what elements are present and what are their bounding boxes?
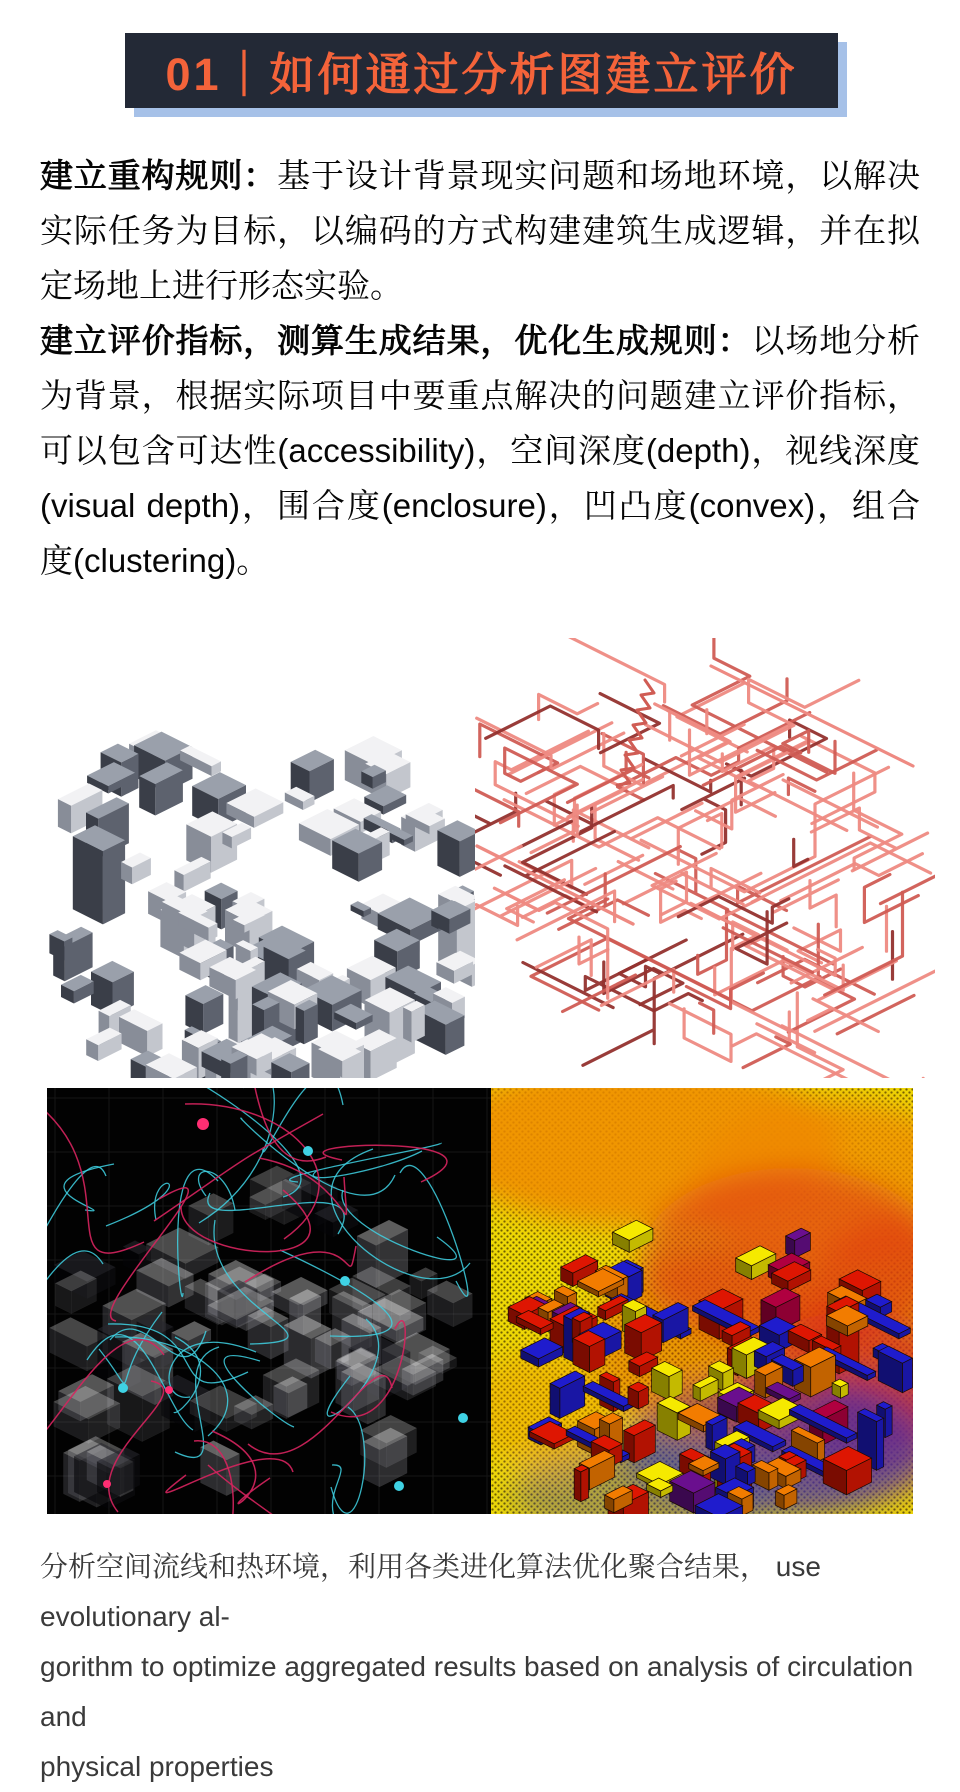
section-title-banner — [125, 33, 838, 108]
paragraph-lead: 建立评价指标，测算生成结果，优化生成规则： — [40, 322, 752, 359]
figure-bottom-row — [47, 1088, 960, 1514]
paragraph-reconstruction-rules — [40, 148, 920, 313]
paragraph-lead: 建立重构规则： — [40, 157, 278, 194]
body-text — [40, 148, 920, 588]
massing-model-figure — [45, 638, 475, 1078]
caption-line-2: gorithm to optimize aggregated results based on analysis of circulation and — [40, 1651, 914, 1732]
thermal-analysis-figure — [491, 1088, 913, 1514]
caption-line-3: physical properties — [40, 1751, 274, 1782]
paragraph-body: 基于设计背景现实问题和场地环境，以解决实际任务为目标，以编码的方式构建建筑生成逻辑，并在拟定场地上进行形态实验。 — [40, 157, 921, 304]
figure-top-row — [45, 638, 960, 1078]
figure-caption — [40, 1542, 920, 1792]
circulation-analysis-figure — [47, 1088, 491, 1514]
paragraph-evaluation-metrics — [40, 313, 920, 588]
paragraph-body: 以场地分析为背景，根据实际项目中要重点解决的问题建立评价指标，可以包含可达性(accessibility)，空间深度(depth)，视线深度(visual depth)，围合度(enclosure)，凹凸度(convex)，组合度(clustering)。 — [40, 322, 921, 579]
caption-line-1: 分析空间流线和热环境，利用各类进化算法优化聚合结果， use evolutionary al- — [40, 1551, 821, 1632]
section-title: 01｜如何通过分析图建立评价 — [165, 49, 798, 100]
circulation-wireframe-figure — [475, 638, 935, 1078]
